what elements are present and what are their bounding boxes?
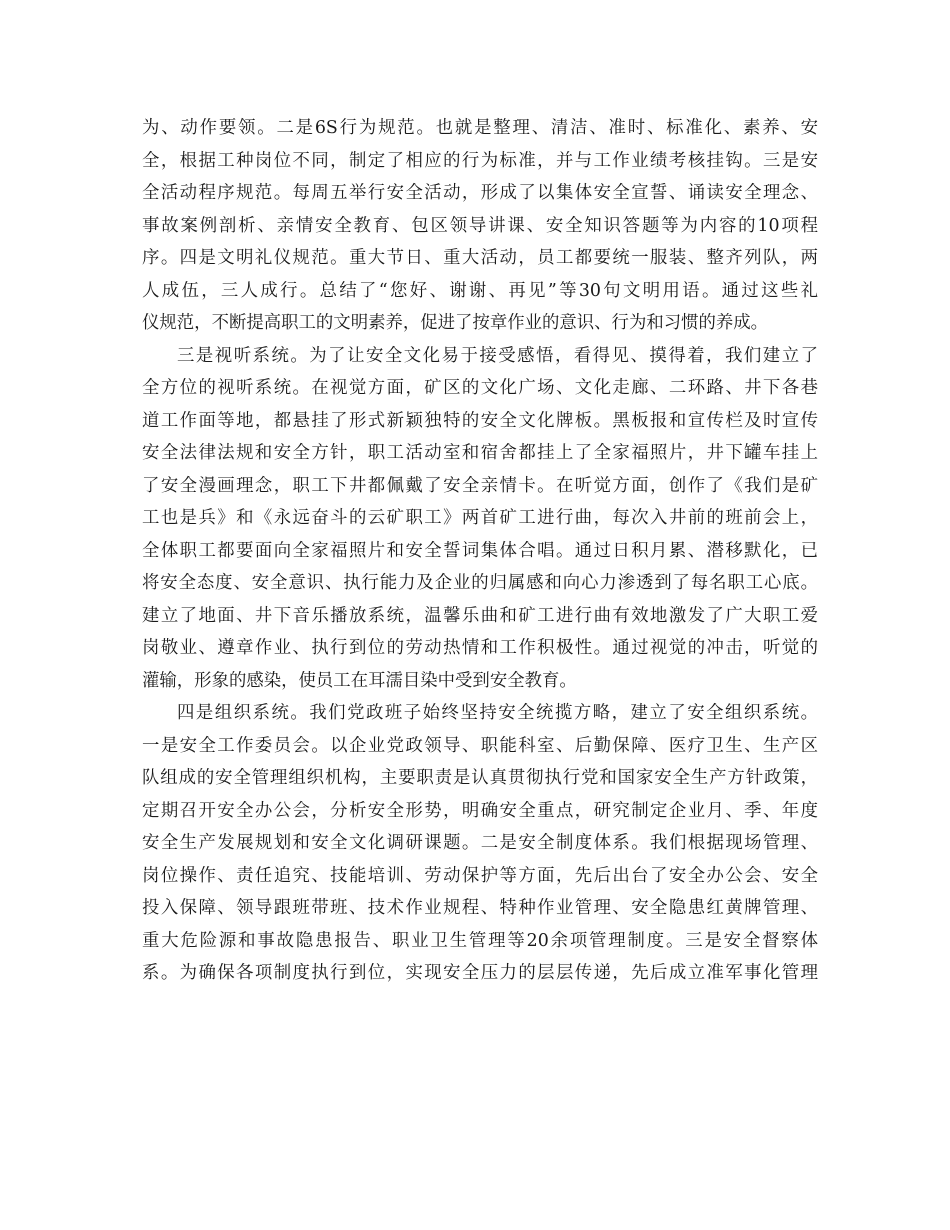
- document-body: [142, 112, 818, 990]
- text-line: 岗敬业、遵章作业、执行到位的劳动热情和工作积极性。通过视觉的冲击，听觉的: [142, 638, 818, 658]
- text-line: 建立了地面、井下音乐播放系统，温馨乐曲和矿工进行曲有效地激发了广大职工爱: [142, 605, 818, 626]
- text-line: 四是组织系统。我们党政班子始终坚持安全统揽方略，建立了安全组织系统。: [177, 703, 818, 723]
- text-line: 岗位操作、责任追究、技能培训、劳动保护等方面，先后出台了安全办公会、安全: [142, 865, 818, 886]
- text-line: 全活动程序规范。每周五举行安全活动，形成了以集体安全宣誓、诵读安全理念、: [142, 183, 818, 203]
- text-line: 序。四是文明礼仪规范。重大节日、重大活动，员工都要统一服装、整齐列队，两: [142, 248, 818, 268]
- text-line: 为、动作要领。二是6S行为规范。也就是整理、清洁、准时、标准化、素养、安: [142, 118, 818, 138]
- text-line: 了安全漫画理念，职工下井都佩戴了安全亲情卡。在听觉方面，创作了《我们是矿: [142, 475, 818, 496]
- text-line: 道工作面等地，都悬挂了形式新颖独特的安全文化牌板。黑板报和宣传栏及时宣传: [142, 410, 818, 431]
- text-line: 安全生产发展规划和安全文化调研课题。二是安全制度体系。我们根据现场管理、: [142, 833, 818, 853]
- text-line: 将安全态度、安全意识、执行能力及企业的归属感和向心力渗透到了每名职工心底。: [142, 573, 818, 593]
- text-line: 系。为确保各项制度执行到位，实现安全压力的层层传递，先后成立准军事化管理: [142, 963, 818, 983]
- text-line: 灌输，形象的感染，使员工在耳濡目染中受到安全教育。: [142, 670, 577, 691]
- text-line: 重大危险源和事故隐患报告、职业卫生管理等20余项管理制度。三是安全督察体: [142, 930, 818, 951]
- text-line: 三是视听系统。为了让安全文化易于接受感悟，看得见、摸得着，我们建立了: [177, 345, 818, 366]
- text-line: 人成伍，三人成行。总结了“您好、谢谢、再见”等30句文明用语。通过这些礼: [142, 280, 818, 301]
- text-line: 工也是兵》和《永远奋斗的云矿职工》两首矿工进行曲，每次入井前的班前会上，: [142, 508, 818, 528]
- text-line: 安全法律法规和安全方针，职工活动室和宿舍都挂上了全家福照片，井下罐车挂上: [142, 443, 818, 463]
- text-line: 仪规范，不断提高职工的文明素养，促进了按章作业的意识、行为和习惯的养成。: [142, 313, 769, 333]
- text-line: 事故案例剖析、亲情安全教育、包区领导讲课、安全知识答题等为内容的10项程: [142, 215, 818, 236]
- text-line: 定期召开安全办公会，分析安全形势，明确安全重点，研究制定企业月、季、年度: [142, 800, 818, 821]
- text-line: 全，根据工种岗位不同，制定了相应的行为标准，并与工作业绩考核挂钩。三是安: [142, 150, 818, 171]
- text-line: 队组成的安全管理组织机构，主要职责是认真贯彻执行党和国家安全生产方针政策，: [142, 768, 818, 788]
- text-line: 一是安全工作委员会。以企业党政领导、职能科室、后勤保障、医疗卫生、生产区: [142, 735, 818, 756]
- text-line: 全方位的视听系统。在视觉方面，矿区的文化广场、文化走廊、二环路、井下各巷: [142, 378, 818, 398]
- text-line: 投入保障、领导跟班带班、技术作业规程、特种作业管理、安全隐患红黄牌管理、: [142, 898, 818, 918]
- text-line: 全体职工都要面向全家福照片和安全誓词集体合唱。通过日积月累、潜移默化，已: [142, 540, 818, 561]
